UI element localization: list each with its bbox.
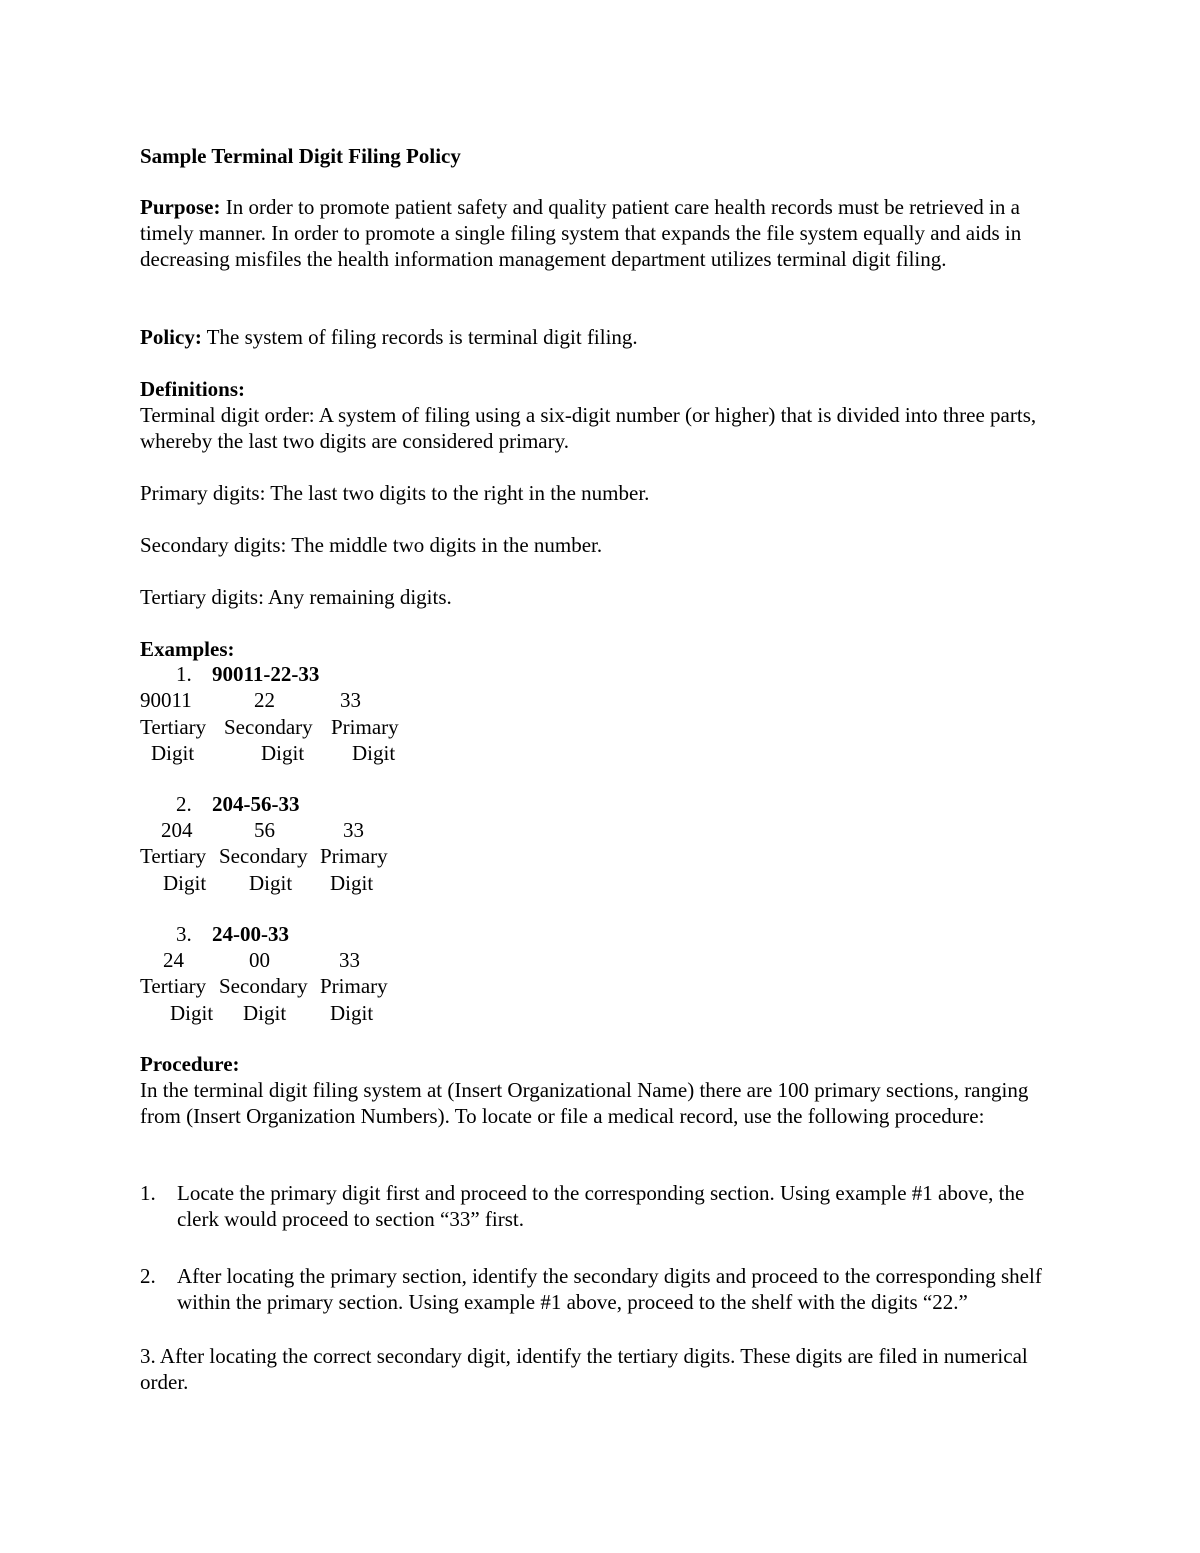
definition-terminal-digit-order: Terminal digit order: A system of filing using a six-digit number (or higher) that is divided into three parts, whereby the last two digits are considered primary. [140,403,1037,453]
policy-paragraph [140,324,1060,350]
example-number: 2. [176,792,192,816]
purpose-label: Purpose: [140,195,221,219]
primary-digit-label: Digit [330,1001,374,1025]
purpose-paragraph [140,194,1060,272]
tertiary-part: 204 [161,818,193,842]
purpose-text: In order to promote patient safety and quality patient care health records must be retrieved in a timely manner. In order to promote a single filing system that expands the file system equally and aids in decreasing misfiles the health information management department utilizes terminal digit filing. [140,195,1022,271]
step-number: 2. [140,1264,156,1288]
secondary-label: Secondary [224,715,313,739]
tertiary-digit-label: Digit [151,741,195,765]
example-code: 204-56-33 [212,792,300,816]
primary-digit-label: Digit [352,741,396,765]
secondary-part: 22 [254,688,275,712]
primary-part: 33 [340,688,361,712]
primary-part: 33 [343,818,364,842]
tertiary-label: Tertiary [140,844,207,868]
secondary-part: 00 [249,948,270,972]
tertiary-label: Tertiary [140,974,207,998]
tertiary-label: Tertiary [140,715,207,739]
primary-digit-label: Digit [330,871,374,895]
example-code: 24-00-33 [212,922,289,946]
procedure-heading: Procedure: [140,1052,240,1076]
definition-primary-digits: Primary digits: The last two digits to the right in the number. [140,481,650,505]
step-number: 1. [140,1181,156,1205]
definitions-heading: Definitions: [140,377,245,401]
primary-label: Primary [320,844,388,868]
procedure-step-3: 3. After locating the correct secondary digit, identify the tertiary digits. These digits are filed in numerical order. [140,1344,1028,1394]
example-code: 90011-22-33 [212,662,320,686]
secondary-digit-label: Digit [243,1001,287,1025]
example-number: 3. [176,922,192,946]
example-number: 1. [176,662,192,686]
primary-part: 33 [339,948,360,972]
definition-tertiary-digits: Tertiary digits: Any remaining digits. [140,585,452,609]
step-text: After locating the primary section, identify the secondary digits and proceed to the corresponding shelf within the primary section. Using example #1 above, proceed to the shelf with the digits “22.” [177,1264,1042,1314]
secondary-part: 56 [254,818,275,842]
secondary-label: Secondary [219,844,308,868]
step-text: Locate the primary digit first and proceed to the corresponding section. Using example #1 above, the clerk would proceed to section “33” first. [177,1181,1025,1231]
document-title: Sample Terminal Digit Filing Policy [140,144,461,168]
primary-label: Primary [331,715,399,739]
tertiary-part: 90011 [140,688,192,712]
tertiary-digit-label: Digit [163,871,207,895]
secondary-digit-label: Digit [261,741,305,765]
secondary-label: Secondary [219,974,308,998]
tertiary-digit-label: Digit [170,1001,214,1025]
policy-text: The system of filing records is terminal digit filing. [201,325,638,349]
procedure-intro: In the terminal digit filing system at (Insert Organizational Name) there are 100 primary sections, ranging from (Insert Organization Numbers). To locate or file a medical record, use the following procedure: [140,1078,1029,1128]
definition-secondary-digits: Secondary digits: The middle two digits in the number. [140,533,603,557]
policy-label: Policy: [140,325,202,349]
examples-heading: Examples: [140,637,235,661]
tertiary-part: 24 [163,948,184,972]
secondary-digit-label: Digit [249,871,293,895]
primary-label: Primary [320,974,388,998]
